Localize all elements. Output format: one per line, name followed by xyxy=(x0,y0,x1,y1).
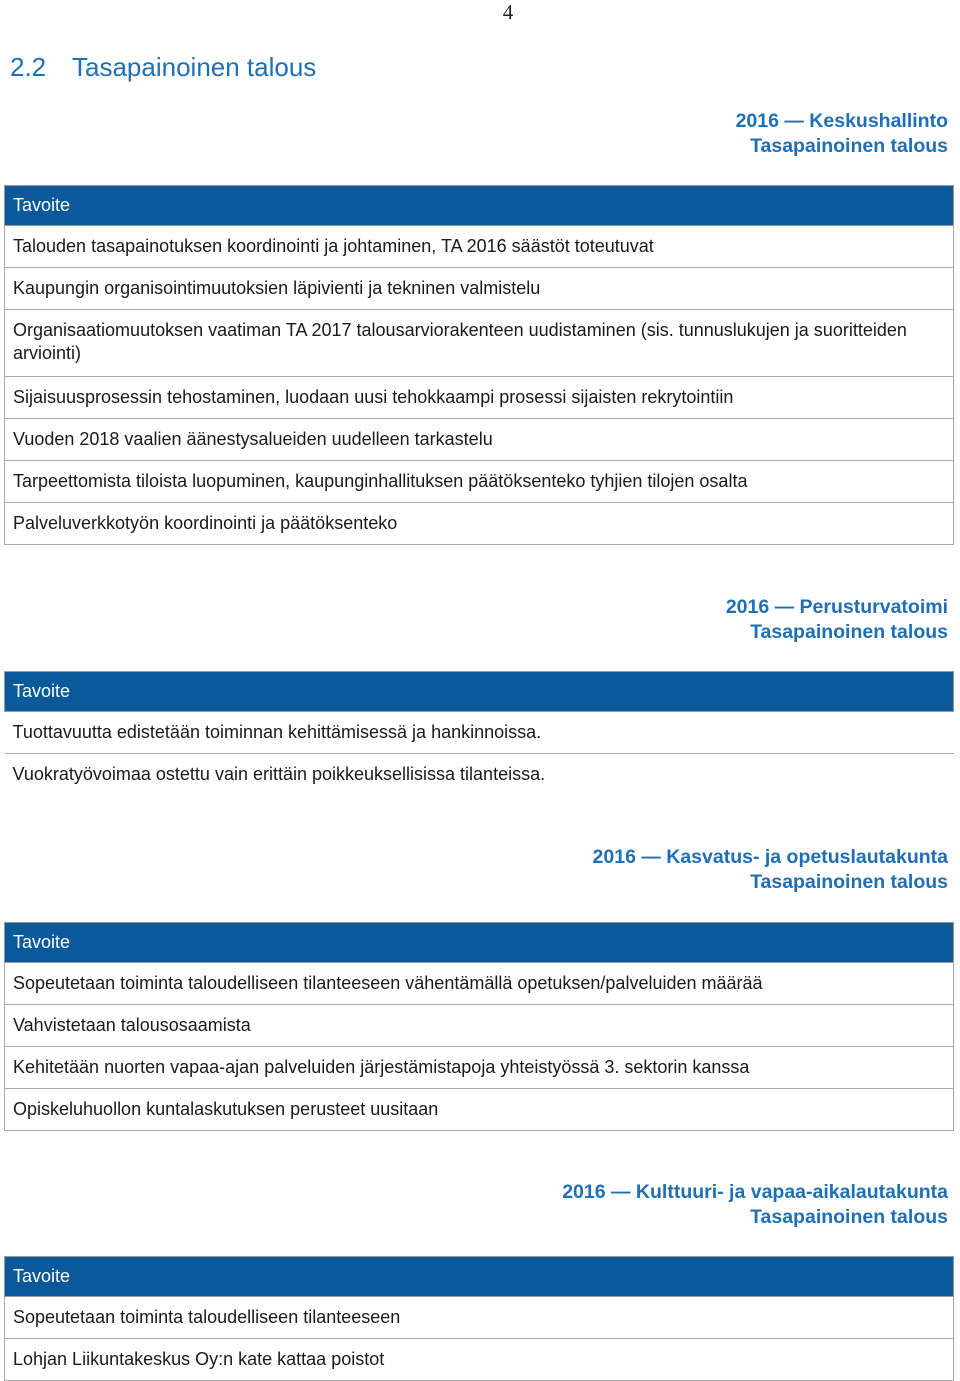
column-header-tavoite: Tavoite xyxy=(5,923,954,963)
goal-cell: Vuoden 2018 vaalien äänestysalueiden uudelleen tarkastelu xyxy=(5,419,954,461)
goals-table xyxy=(4,185,954,545)
table-row xyxy=(5,461,954,503)
block-title xyxy=(736,109,948,159)
goal-cell: Vuokratyövoimaa ostettu vain erittäin poikkeuksellisissa tilanteissa. xyxy=(5,754,954,796)
block-title-theme: Tasapainoinen talous xyxy=(750,871,948,893)
table-row xyxy=(5,503,954,545)
goal-cell: Lohjan Liikuntakeskus Oy:n kate kattaa poistot xyxy=(5,1339,954,1381)
page-number: 4 xyxy=(502,0,514,24)
goal-cell: Sopeutetaan toiminta taloudelliseen tilanteeseen xyxy=(5,1297,954,1339)
goals-table xyxy=(4,671,954,795)
table-row xyxy=(5,377,954,419)
block-title xyxy=(726,595,948,645)
block-title-unit: 2016 — Keskushallinto xyxy=(735,110,948,132)
table-row xyxy=(5,1005,954,1047)
table-header-row xyxy=(5,186,954,226)
goal-cell: Sijaisuusprosessin tehostaminen, luodaan uusi tehokkaampi prosessi sijaisten rekrytointiin xyxy=(5,377,954,419)
table-row xyxy=(5,963,954,1005)
block-title-unit: 2016 — Perusturvatoimi xyxy=(725,596,948,618)
table-header-row xyxy=(5,672,954,712)
column-header-tavoite: Tavoite xyxy=(5,672,954,712)
goal-cell: Opiskeluhuollon kuntalaskutuksen perusteet uusitaan xyxy=(5,1089,954,1131)
goal-cell: Kehitetään nuorten vapaa-ajan palveluiden järjestämistapoja yhteistyössä 3. sektorin kanssa xyxy=(5,1047,954,1089)
block-title xyxy=(593,845,948,895)
block-title-theme: Tasapainoinen talous xyxy=(750,135,948,157)
table-row xyxy=(5,1297,954,1339)
table-row xyxy=(5,310,954,377)
table-row xyxy=(5,226,954,268)
block-title xyxy=(562,1180,948,1230)
goal-cell: Tuottavuutta edistetään toiminnan kehittämisessä ja hankinnoissa. xyxy=(5,712,954,754)
goals-table xyxy=(4,922,954,1131)
section-number: 2.2 xyxy=(10,52,47,82)
table-header-row xyxy=(5,1257,954,1297)
block-title-theme: Tasapainoinen talous xyxy=(750,621,948,643)
goal-cell: Tarpeettomista tiloista luopuminen, kaupunginhallituksen päätöksenteko tyhjien tilojen osalta xyxy=(5,461,954,503)
table-row xyxy=(5,268,954,310)
block-title-unit: 2016 — Kulttuuri- ja vapaa-aikalautakunta xyxy=(562,1181,948,1203)
table-header-row xyxy=(5,923,954,963)
table-row xyxy=(5,754,954,796)
section-title: Tasapainoinen talous xyxy=(72,52,317,82)
block-title-theme: Tasapainoinen talous xyxy=(750,1206,948,1228)
table-row xyxy=(5,1339,954,1381)
table-row xyxy=(5,1047,954,1089)
goal-cell: Talouden tasapainotuksen koordinointi ja johtaminen, TA 2016 säästöt toteutuvat xyxy=(5,226,954,268)
goals-table xyxy=(4,1256,954,1381)
table-row xyxy=(5,1089,954,1131)
table-row xyxy=(5,712,954,754)
goal-cell: Kaupungin organisointimuutoksien läpivienti ja tekninen valmistelu xyxy=(5,268,954,310)
goal-cell: Palveluverkkotyön koordinointi ja päätöksenteko xyxy=(5,503,954,545)
table-row xyxy=(5,419,954,461)
goal-cell: Sopeutetaan toiminta taloudelliseen tilanteeseen vähentämällä opetuksen/palveluiden määrää xyxy=(5,963,954,1005)
goal-cell: Organisaatiomuutoksen vaatiman TA 2017 talousarviorakenteen uudistaminen (sis. tunnuslukujen ja suoritteiden arviointi) xyxy=(5,310,954,377)
goal-cell: Vahvistetaan talousosaamista xyxy=(5,1005,954,1047)
section-heading xyxy=(10,52,316,83)
column-header-tavoite: Tavoite xyxy=(5,1257,954,1297)
column-header-tavoite: Tavoite xyxy=(5,186,954,226)
block-title-unit: 2016 — Kasvatus- ja opetuslautakunta xyxy=(592,846,948,868)
